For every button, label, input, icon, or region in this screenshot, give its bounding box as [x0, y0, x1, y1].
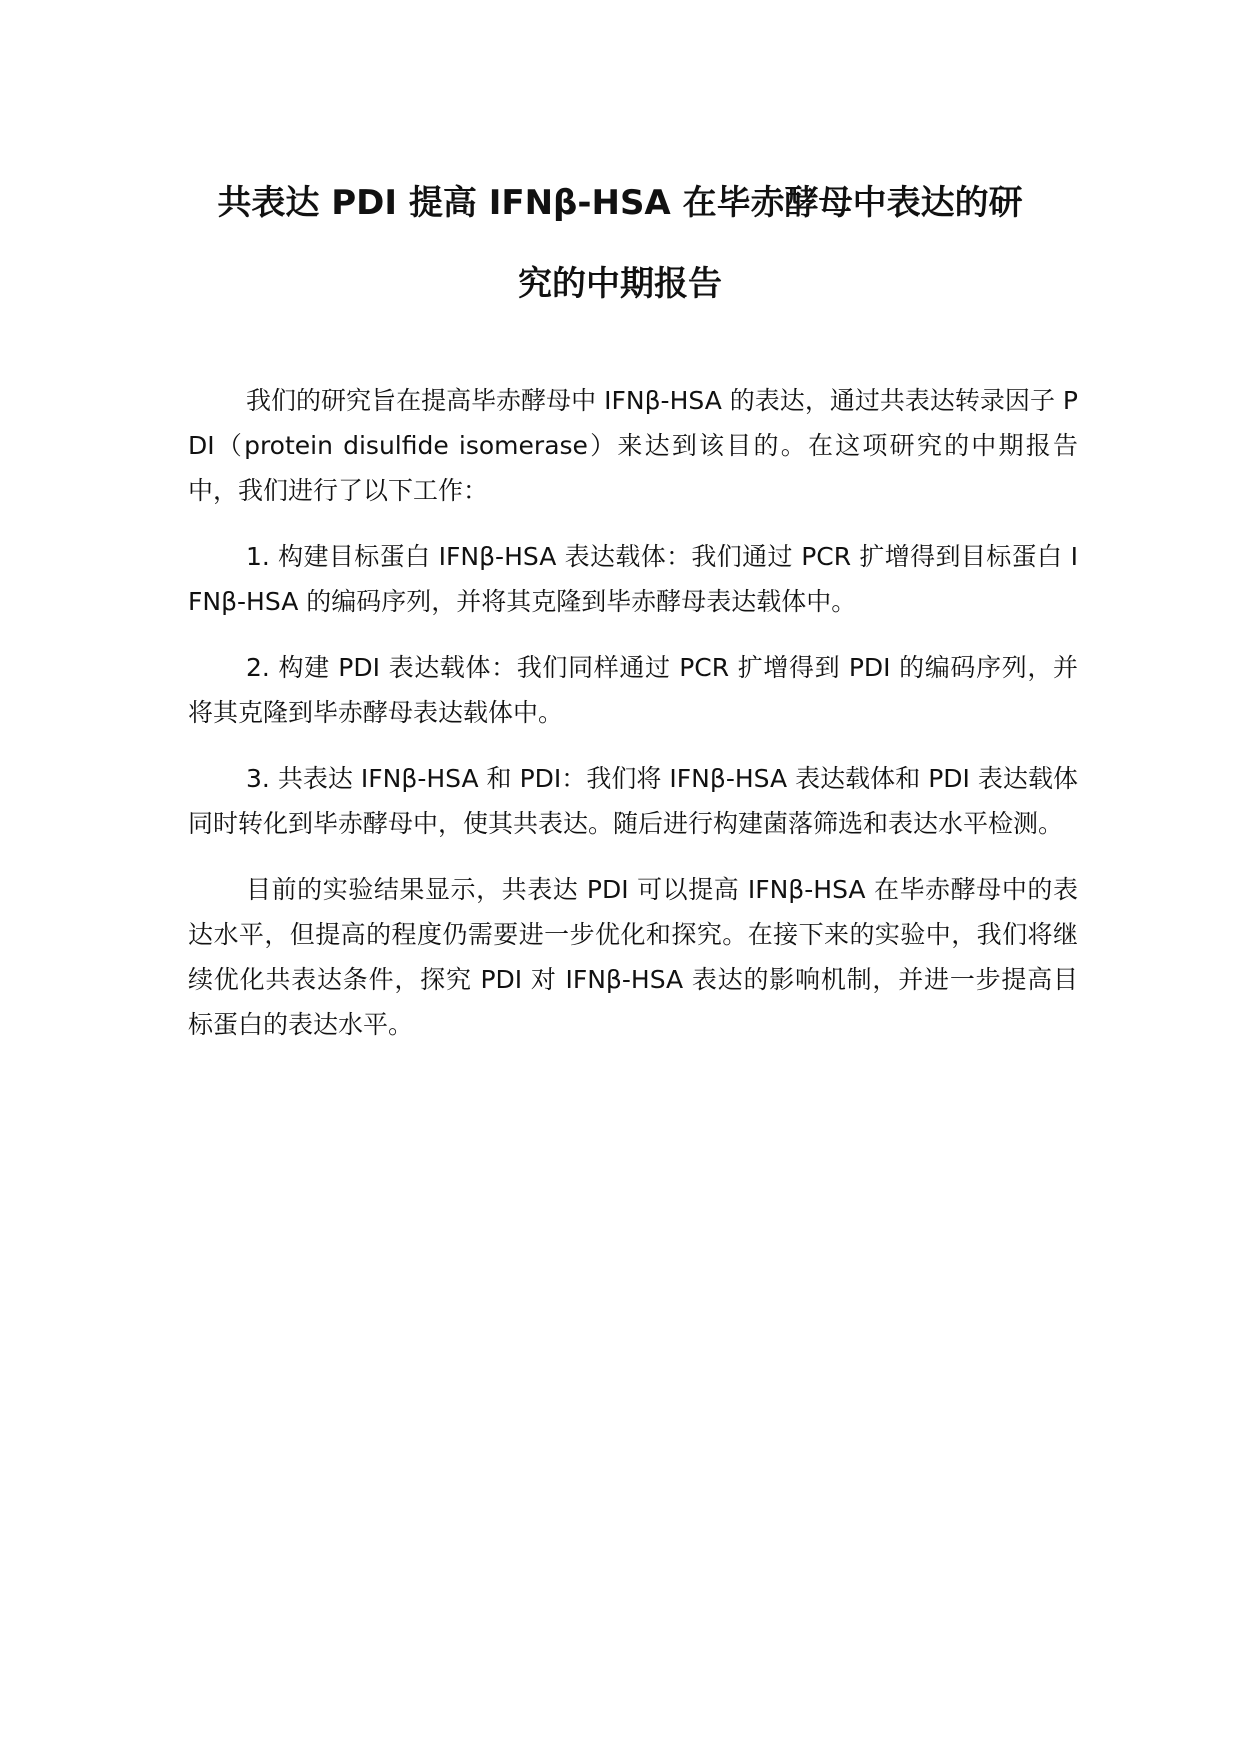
step-3-paragraph: 3. 共表达 IFNβ-HSA 和 PDI：我们将 IFNβ-HSA 表达载体和 PDI 表达载体同时转化到毕赤酵母中，使其共表达。随后进行构建菌落筛选和表达水平检测。 [188, 764, 1078, 838]
document-title-line-2: 究的中期报告 [518, 264, 722, 304]
step-2-paragraph: 2. 构建 PDI 表达载体：我们同样通过 PCR 扩增得到 PDI 的编码序列，并将其克隆到毕赤酵母表达载体中。 [188, 653, 1078, 727]
intro-paragraph: 我们的研究旨在提高毕赤酵母中 IFNβ-HSA 的表达，通过共表达转录因子 PDI（protein disulfide isomerase）来达到该目的。在这项研究的中期报告中，我们进行了以下工作： [188, 386, 1078, 505]
document-title-line-1: 共表达 PDI 提高 IFNβ-HSA 在毕赤酵母中表达的研 [217, 183, 1023, 223]
document-body [188, 378, 1078, 1068]
results-paragraph: 目前的实验结果显示，共表达 PDI 可以提高 IFNβ-HSA 在毕赤酵母中的表达水平，但提高的程度仍需要进一步优化和探究。在接下来的实验中，我们将继续优化共表达条件，探究 PDI 对 IFNβ-HSA 表达的影响机制，并进一步提高目标蛋白的表达水平。 [188, 875, 1078, 1039]
step-1-paragraph: 1. 构建目标蛋白 IFNβ-HSA 表达载体：我们通过 PCR 扩增得到目标蛋白 IFNβ-HSA 的编码序列，并将其克隆到毕赤酵母表达载体中。 [188, 542, 1078, 616]
